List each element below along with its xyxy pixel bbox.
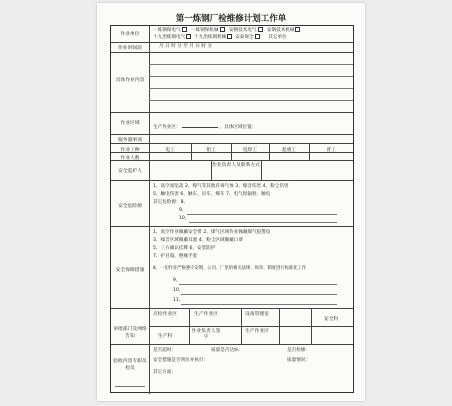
approval-safety-section: 安全科 — [323, 317, 339, 322]
row-divider — [111, 112, 353, 113]
sheet-title: 第一炼钢厂检维修计划工作单 — [175, 14, 287, 24]
responsible-person-label: 作业负责人及联系方式 — [212, 163, 260, 168]
writing-line — [189, 222, 337, 223]
approval-equipment-office: 设备管理室 — [245, 312, 269, 317]
approval-inspection-area: 点检作业区 — [153, 312, 177, 317]
writing-line — [149, 100, 353, 101]
unit-option[interactable]: 十九冶炼钢机械 — [194, 35, 227, 40]
unit-option[interactable]: 十九冶炼钢电气 — [153, 35, 186, 40]
work-type-fitter: 钳工 — [206, 148, 216, 153]
unit-label: 作业单位 — [120, 32, 140, 37]
work-type-rigger: 起重工 — [281, 148, 297, 153]
row-divider — [149, 326, 353, 327]
signature-line — [115, 386, 145, 387]
checkbox[interactable] — [295, 27, 300, 32]
row-divider — [111, 180, 353, 181]
acceptance-safety-measures[interactable]: 安全措施是否到位并执行： — [153, 358, 209, 363]
hazards-line5[interactable]: 10、 — [179, 216, 190, 221]
checkbox[interactable] — [186, 34, 191, 39]
writing-line — [181, 304, 337, 305]
approval-label: 审批部门及网络告知 — [113, 327, 147, 339]
row-divider — [111, 134, 353, 135]
unit-option[interactable]: 一炼钢保电气 — [153, 28, 181, 33]
work-type-label: 作业工种 — [120, 148, 140, 153]
row-divider — [111, 308, 353, 309]
unit-option[interactable]: 安钢技术电气 — [228, 28, 257, 33]
other-unit-label: 其它单位 — [268, 35, 287, 40]
writing-line — [149, 64, 353, 65]
measures-line6[interactable]: 9、 — [173, 278, 181, 283]
specific-location-label: ，具体区域位置： — [219, 125, 257, 130]
measures-line4: 7、护目镜、绝缘手套 — [153, 254, 198, 259]
work-order-sheet — [97, 3, 365, 401]
label-column-divider — [149, 344, 150, 394]
checkbox[interactable] — [220, 27, 225, 32]
approval-production-section: 生产科 — [157, 334, 173, 339]
acceptance-other[interactable]: 其它方面： — [153, 370, 176, 375]
row-divider — [111, 152, 353, 153]
approval-production-area: 生产作业区 — [194, 312, 218, 317]
approval-responsible-signature: 作业负责人签字 — [191, 329, 221, 340]
work-type-laborer: 普工 — [326, 148, 336, 153]
row-divider — [111, 42, 353, 43]
content-label: 具体作业内容 — [115, 78, 145, 83]
unit-option[interactable]: 一炼钢保机械 — [190, 28, 219, 33]
unit-option[interactable]: 安钢技术机械 — [266, 28, 295, 33]
row-divider — [111, 344, 353, 345]
row-divider — [111, 160, 353, 161]
row-divider — [111, 226, 353, 227]
time-label: 作业时间段 — [118, 46, 142, 51]
acceptance-quality-standard[interactable]: 质量是否达标： — [211, 348, 244, 353]
unit-options-line1 — [153, 27, 300, 34]
writing-line — [149, 88, 353, 89]
hazards-label: 安全危险源 — [118, 204, 142, 209]
acceptance-label: 验收内容专职员检员 — [113, 359, 147, 371]
measures-line1: 1、高空作业佩戴安全带 2、煤气区域作业佩戴煤气报警仪 — [153, 230, 271, 235]
measures-line5: 8、一切作业严格遵守安钢、公司、厂里的相关法律、规章、制度进行标准化工作 — [153, 266, 307, 271]
hazards-line2: 5、触电伤害 6、触车、吊车、爆车 7、电气焊辐射、触电 — [153, 192, 271, 197]
writing-line — [187, 214, 337, 215]
checkbox[interactable] — [258, 27, 263, 32]
work-order-table — [110, 25, 354, 393]
work-type-electrician: 电工 — [165, 148, 175, 153]
work-type-welder: 电焊工 — [242, 148, 258, 153]
supervisor-label: 安全监护人 — [118, 169, 142, 174]
writing-line — [181, 294, 337, 295]
approval-production-area-2: 生产作业区 — [245, 329, 269, 334]
hazards-line1: 1、高空易坠落 2、煤气等其他有毒气体 3、噪音伤害 4、粉尘伤害 — [153, 184, 289, 189]
hazards-line3[interactable]: 其它危险源：8、 — [153, 200, 189, 205]
unit-option[interactable]: 安泰保全 — [235, 35, 254, 40]
hazards-line4[interactable]: 9、 — [179, 208, 187, 213]
time-value[interactable]: 月 日 时 分 至 月 日 时 分 — [159, 44, 213, 49]
measures-label: 安全保障措施 — [115, 268, 145, 273]
risk-items-label: 服务器事项 — [118, 138, 142, 143]
unit-options-line2 — [153, 34, 287, 41]
col-divider — [261, 160, 262, 180]
row-divider — [111, 143, 353, 144]
acceptance-quality-status[interactable]: 质量情况： — [287, 358, 310, 363]
production-area-label: 生产作业区： — [153, 125, 181, 130]
measures-line3: 5、三方确认挂牌 6、安装防护 — [153, 246, 216, 251]
headcount-label: 作业人数 — [120, 156, 140, 161]
area-production[interactable] — [153, 125, 256, 131]
measures-line8[interactable]: 11、 — [173, 298, 184, 303]
writing-line — [149, 76, 353, 77]
row-divider — [111, 52, 353, 53]
measures-line2: 3、噪音区域佩戴耳塞 4、粉尘区域佩戴口罩 — [153, 238, 243, 243]
checkbox[interactable] — [227, 34, 232, 39]
area-label: 作业区域 — [120, 121, 140, 126]
acceptance-inspection[interactable]: 是否检修： — [287, 348, 310, 353]
checkbox[interactable] — [255, 34, 260, 39]
acceptance-overtime[interactable]: 是否超时： — [153, 348, 176, 353]
measures-line7[interactable]: 10、 — [173, 288, 184, 293]
checkbox[interactable] — [182, 27, 187, 32]
writing-line — [179, 284, 337, 285]
